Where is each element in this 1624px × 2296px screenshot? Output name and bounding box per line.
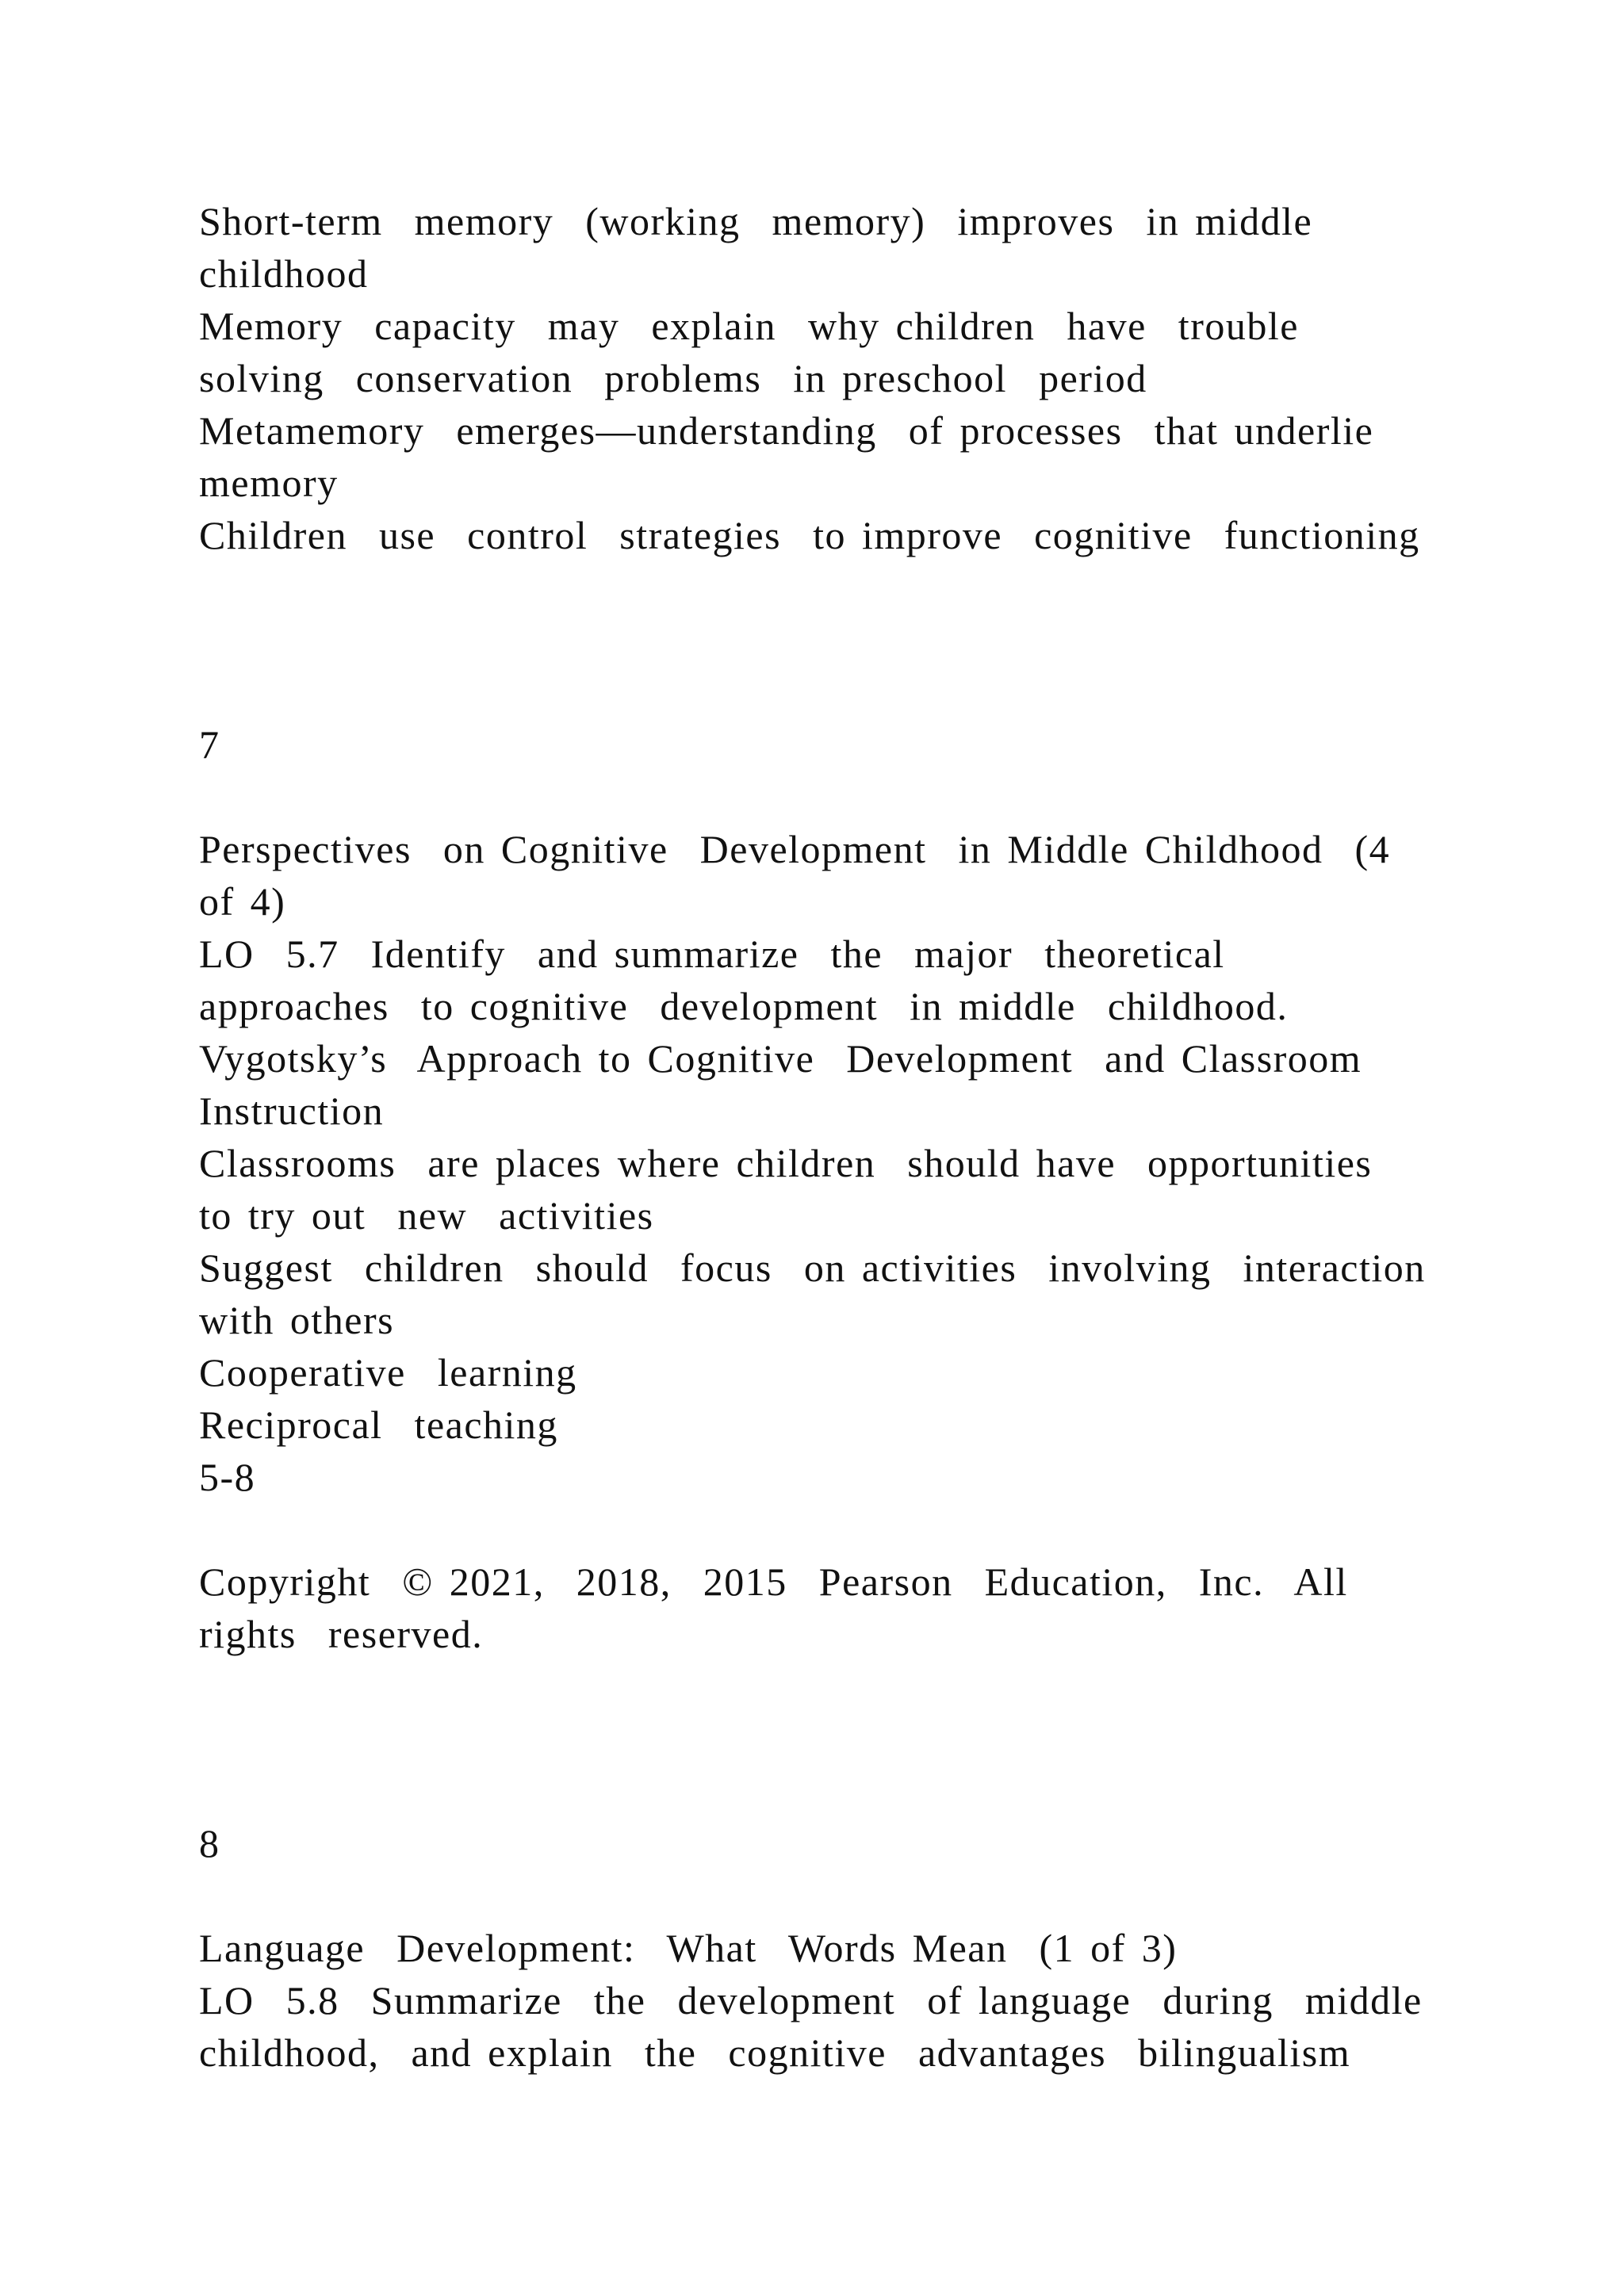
text-line: Metamemory emerges—understanding of processes that underlie [199,408,1374,453]
slide-number: 7 [199,722,220,767]
text-line: Cooperative learning [199,1350,577,1395]
learning-objective: LO 5.7 Identify and summarize the major theoretical [199,932,1225,976]
text-line: to try out new activities [199,1193,654,1238]
slide-title-continued: of 4) [199,879,286,924]
text-line: with others [199,1298,395,1342]
copyright-notice: Copyright © 2021, 2018, 2015 Pearson Education, Inc. All [199,1559,1348,1604]
text-line: Children use control strategies to improve cognitive functioning [199,513,1420,557]
text-line: memory [199,461,339,505]
text-line: Short-term memory (working memory) improves in middle [199,199,1313,243]
slide-title: Language Development: What Words Mean (1 of 3) [199,1926,1178,1970]
text-line: solving conservation problems in preschool period [199,356,1147,400]
text-line: Memory capacity may explain why children have trouble [199,304,1299,348]
slide-title: Perspectives on Cognitive Development in Middle Childhood (4 [199,827,1391,871]
learning-objective-continued: approaches to cognitive development in middle childhood. [199,984,1289,1028]
section-heading-continued: Instruction [199,1089,385,1133]
section-heading: Vygotsky’s Approach to Cognitive Development and Classroom [199,1036,1362,1081]
copyright-notice-continued: rights reserved. [199,1612,484,1656]
slide-number: 8 [199,1821,220,1866]
text-line: childhood [199,251,369,296]
text-line: Suggest children should focus on activities involving interaction [199,1246,1426,1290]
learning-objective: LO 5.8 Summarize the development of language during middle [199,1978,1423,2022]
text-line: Reciprocal teaching [199,1402,558,1447]
slide-code: 5-8 [199,1455,256,1499]
learning-objective-continued: childhood, and explain the cognitive advantages bilingualism [199,2030,1351,2075]
text-line: Classrooms are places where children should have opportunities [199,1141,1373,1185]
